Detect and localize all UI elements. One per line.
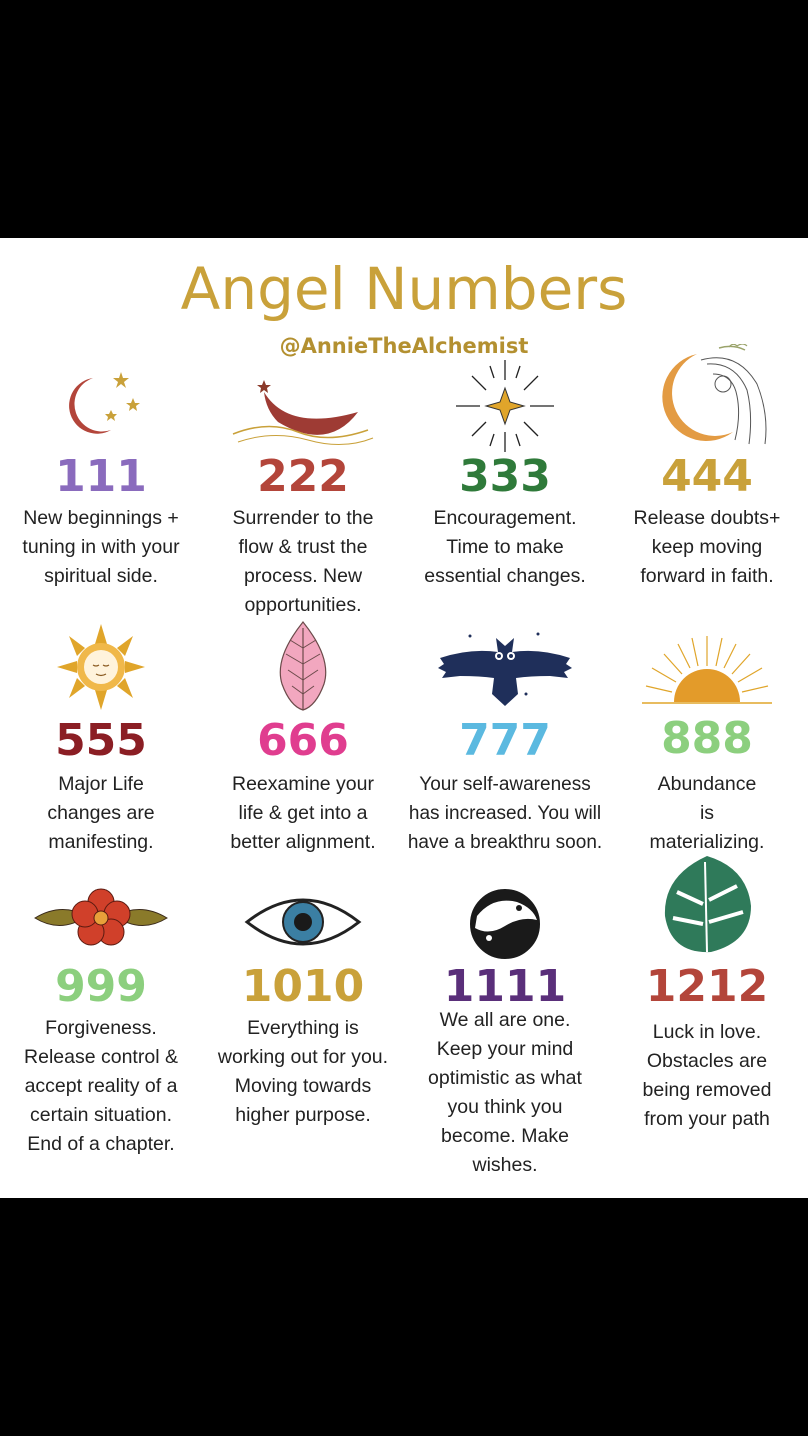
page-title: Angel Numbers: [180, 255, 628, 323]
number-label: 1212: [645, 961, 769, 1012]
description: New beginnings + tuning in with your spiritual side.: [22, 507, 180, 587]
number-cell-1212: [606, 852, 808, 1192]
description: Surrender to the flow & trust the process. New opportunities.: [232, 507, 374, 616]
number-label: 444: [661, 451, 753, 502]
number-cell-444: [606, 358, 808, 618]
number-label: 1111: [443, 961, 567, 1012]
number-label: 333: [459, 451, 551, 502]
description: Encouragement. Time to make essential changes.: [424, 507, 586, 587]
number-label: 666: [257, 715, 349, 766]
description: Reexamine your life & get into a better alignment.: [230, 773, 376, 853]
eye-icon: [202, 890, 404, 954]
number-label: 888: [661, 713, 753, 764]
rising-sun-icon: [606, 636, 808, 712]
number-label: 1010: [241, 961, 365, 1012]
number-cell-1010: [202, 882, 404, 1192]
number-cell-333: [404, 358, 606, 618]
star-burst-icon: [404, 358, 606, 454]
number-label: 555: [55, 715, 147, 766]
description: Abundance is materializing.: [649, 773, 765, 853]
infographic-card: [0, 238, 808, 1198]
number-cell-666: [202, 622, 404, 872]
number-label: 222: [257, 451, 349, 502]
number-cell-777: [404, 622, 606, 872]
description: Luck in love. Obstacles are being removed from your path: [642, 1021, 772, 1130]
flower-icon: [0, 884, 202, 954]
description: We all are one. Keep your mind optimistic as what you think you become. Make wishes.: [428, 1009, 582, 1176]
number-cell-555: [0, 622, 202, 872]
sun-face-icon: [0, 622, 202, 712]
description: Major Life changes are manifesting.: [47, 773, 155, 853]
number-cell-1111: [404, 882, 606, 1192]
number-cell-111: [0, 358, 202, 618]
description: Release doubts+ keep moving forward in faith.: [633, 507, 781, 587]
author-handle: @AnnieTheAlchemist: [279, 334, 529, 358]
number-label: 111: [55, 451, 147, 502]
number-cell-222: [202, 358, 404, 618]
leaf-icon: [202, 618, 404, 714]
description: Forgiveness. Release control & accept reality of a certain situation. End of a chapter.: [24, 1017, 178, 1155]
number-cell-888: [606, 622, 808, 872]
yin-yang-icon: [404, 886, 606, 962]
moon-goddess-icon: [606, 344, 808, 452]
description: Your self-awareness has increased. You will have a breakthru soon.: [407, 774, 603, 853]
crescent-moon-stars-icon: [0, 360, 202, 450]
owl-icon: [404, 628, 606, 708]
number-label: 999: [55, 961, 147, 1012]
monstera-leaf-icon: [606, 852, 808, 956]
number-label: 777: [459, 715, 551, 766]
description: Everything is working out for you. Moving towards higher purpose.: [217, 1017, 389, 1126]
number-cell-999: [0, 882, 202, 1192]
crescent-moon-waves-icon: [202, 372, 404, 452]
